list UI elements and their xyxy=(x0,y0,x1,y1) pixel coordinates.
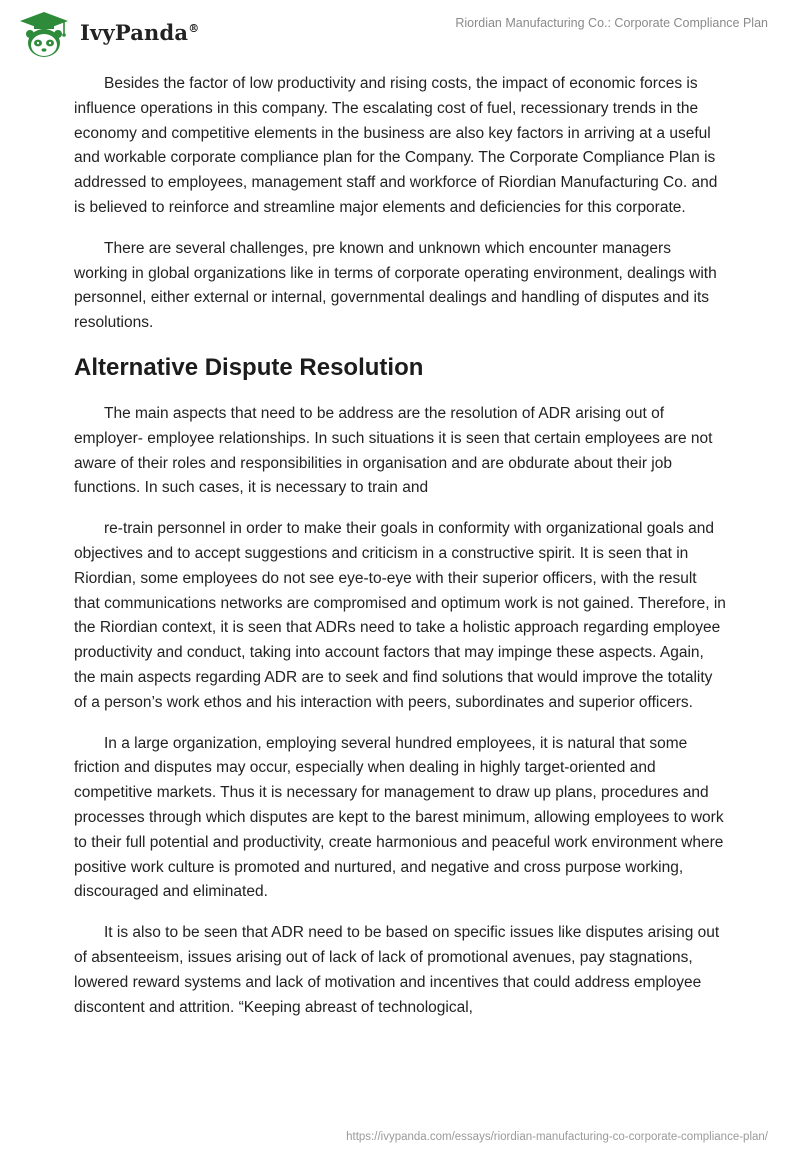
paragraph: re-train personnel in order to make their goals in conformity with organizational goals and objectives and to accept suggestions and criticism in a constructive spirit. It is seen that in Riordian, some employees do not see eye-to-eye with their superior officers, with the result that communications networks are compromised and optimum work is not gained. Therefore, in the Riordian context, it is seen that ADRs need to take a holistic approach regarding employee productivity and conduct, taking into account factors that may impinge these aspects. Again, the main aspects regarding ADR are to seek and find solutions that would improve the totality of a person’s work ethos and his interaction with peers, subordinates and superior officers. xyxy=(74,520,726,711)
paragraph: The main aspects that need to be address are the resolution of ADR arising out of employer- employee relationships. In such situations it is seen that certain employees are not aware of their roles and responsibilities in organisation and are obdurate about their job functions. In such cases, it is necessary to train and xyxy=(74,404,713,497)
brand-text: IvyPanda xyxy=(80,20,189,45)
section-heading: Alternative Dispute Resolution xyxy=(74,353,424,381)
document-title: Riordian Manufacturing Co.: Corporate Compliance Plan xyxy=(455,16,768,30)
paragraph: Besides the factor of low productivity and rising costs, the impact of economic forces is influence operations in this company. The escalating cost of fuel, recessionary trends in the economy and competitive elements in the business are also key factors in arriving at a useful and workable corporate compliance plan for the Company. The Corporate Compliance Plan is addressed to employees, management staff and workforce of Riordian Manufacturing Co. and is believed to reinforce and streamline major elements and deficiencies for this corporate. xyxy=(74,75,718,216)
source-url[interactable]: https://ivypanda.com/essays/riordian-manufacturing-co-corporate-compliance-plan/ xyxy=(346,1131,768,1143)
registered-mark: ® xyxy=(188,22,200,35)
panda-logo-icon[interactable] xyxy=(14,10,74,60)
essay-body xyxy=(74,72,726,1036)
brand-name[interactable] xyxy=(80,20,199,45)
paragraph: There are several challenges, pre known and unknown which encounter managers working in global organizations like in terms of corporate operating environment, dealings with personnel, either external or internal, governmental dealings and handling of disputes and its resolutions. xyxy=(74,239,717,332)
paragraph: It is also to be seen that ADR need to be based on specific issues like disputes arising out of absenteeism, issues arising out of lack of lack of promotional avenues, pay stagnations, lowered reward systems and lack of motivation and incentives that could address employee discontent and attrition. “Keeping abreast of technological, xyxy=(74,924,720,1016)
page-header xyxy=(0,0,800,70)
paragraph: In a large organization, employing several hundred employees, it is natural that some friction and disputes may occur, especially when dealing in highly target-oriented and competitive markets. Thus it is necessary for management to draw up plans, procedures and processes through which disputes are kept to the barest minimum, allowing employees to work to their full potential and productivity, create harmonious and peaceful work environment where positive work culture is promoted and nurtured, and negative and cross purpose working, discouraged and eliminated. xyxy=(74,734,724,901)
